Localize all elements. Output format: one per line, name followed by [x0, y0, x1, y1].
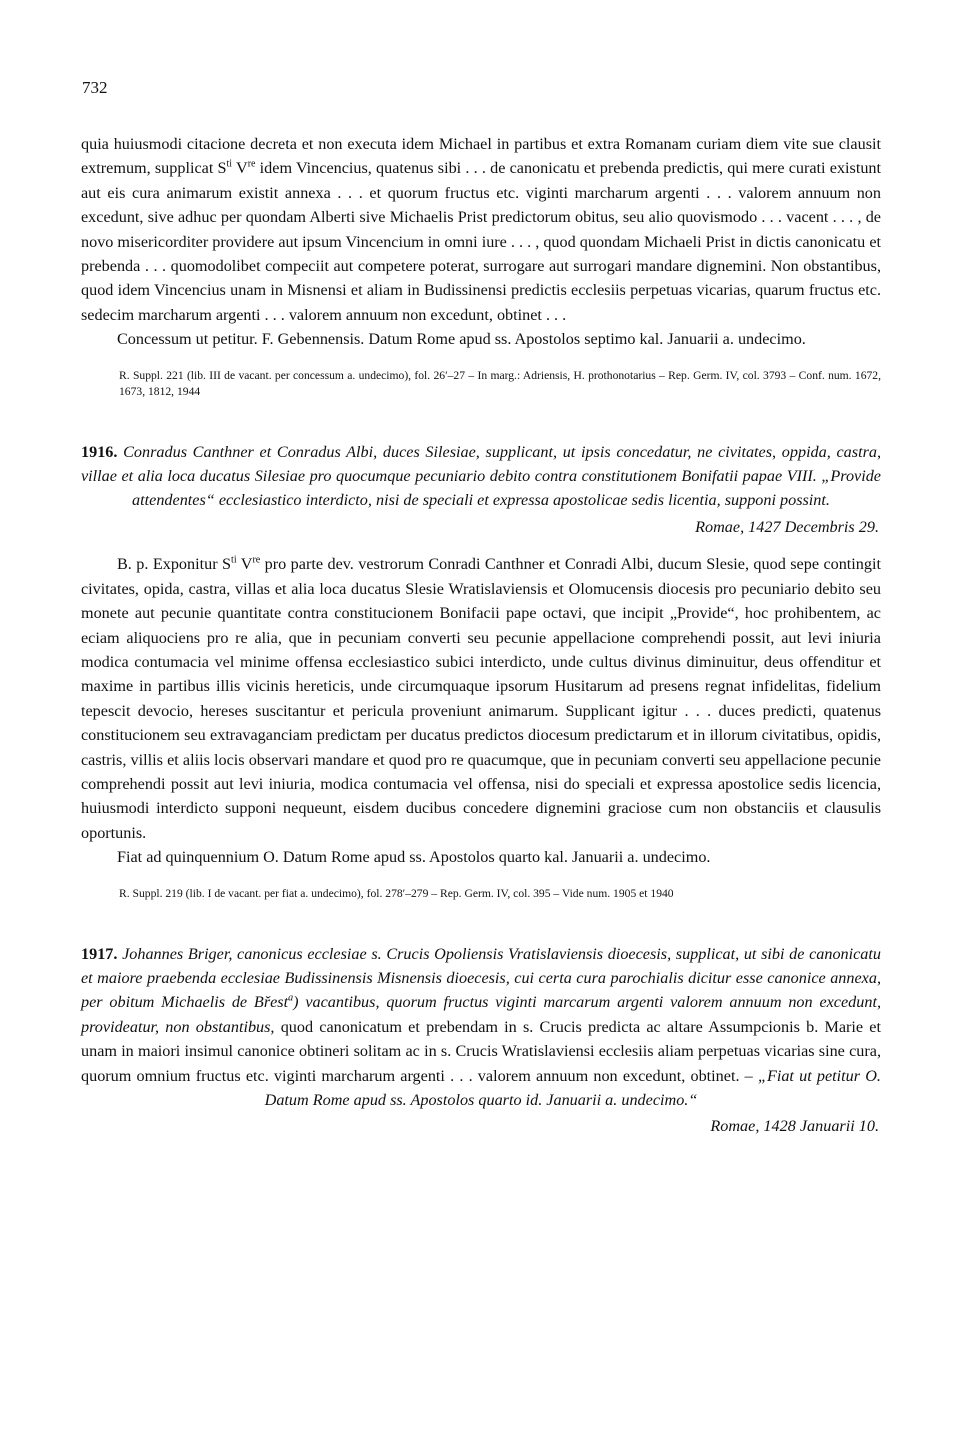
text-run: B. p. Exponitur S	[117, 555, 232, 574]
document-1917	[81, 942, 881, 1139]
document-1916	[81, 440, 881, 902]
footnote-marker: a	[288, 992, 294, 1004]
continuation-paragraph	[81, 132, 881, 327]
superscript: ti	[231, 554, 237, 566]
document-number: 1917.	[81, 944, 118, 963]
document-closing: Fiat ad quinquennium O. Datum Rome apud ss. Apostolos quarto kal. Januarii a. undecimo.	[117, 848, 711, 867]
document-date: Romae, 1428 Januarii 10.	[710, 1117, 879, 1136]
summary-text: ) vacantibus, quorum fructus viginti marcarum argenti valorem annuum non excedunt, provideatur, non obstantibus,	[81, 993, 882, 1036]
text-run: idem Vincencius, quatenus sibi . . . de canonicatu et prebenda predictis, qui mere curati existunt aut eis cura animarum existit annexa . . . et quorum fructus etc. viginti marcharum argenti . . . valorem annuum non excedunt, sive adhuc per quondam Alberti sive Michaelis Prist predictorum obitus, seu alio quovismodo . . . vacent . . . , de novo misericorditer providere aut ipsum Vincencium in omni iure . . . , quod quondam Michaeli Prist in dictis canonicatu et prebenda . . . quomodolibet compeciit aut competere poterat, surrogare aut surrogari mandare dignemini. Non obstantibus, quod idem Vincencius unam in Misnensi et aliam in Budissinensi predictis ecclesiis perpetuas vicarias, quarum fructus etc. sedecim marcharum argenti . . . valorem annuum non excedunt, obtinet . . .	[81, 159, 882, 324]
document-summary	[81, 440, 881, 513]
text-run: V	[232, 159, 248, 178]
document-body	[81, 552, 881, 845]
text-run: pro parte dev. vestrorum Conradi Canthner et Conradi Albi, ducum Slesie, quod sepe contingit civitates, opida, castra, villas et alia loca ducatus Slesie Wratislaviensis et Olomucensis diocesis pro pecuniario debito seu monete aut pecunie quantitate contra constitucionem Bonifacii pape octavi, que incipit „Provide“, hoc prohibentem, ac eciam aliquociens pro re alia, que in pecuniam converti seu pecunie appellacione comprehendi possit, aut levi iniuria modica contumacia vel minime offensa ecclesiastico subici interdicto, unde cultus divinus diminuitur, deus offenditur et maxime in partibus illis vicinis hereticis, unde circumquaque ipsorum Husitarum ad presens regnat infidelitas, fidelium tepescit devocio, hereses suscitantur et pericula proveniunt animarum. Supplicant igitur . . . duces predicti, quatenus constitucionem seu extravaganciam predictam per ducatus predictos diocesum predictarum et in illorum civitatibus, opidis, castris, villis et aliis locis observari mandare et quod pro re quacumque, que in pecuniam converti seu appellacione pecunie comprehendi possit aut levi iniuria, modica contumacia vel offensa, nisi do speciali et expressa apostolice sedis licencia, huiusmodi interdicto supponi nequeunt, eisdem ducibus concedere dignemini graciose cum non obstanciis et clausulis oportunis.	[81, 555, 881, 842]
superscript: ti	[226, 159, 233, 171]
document-summary	[81, 942, 881, 1113]
text-run: quia huiusmodi citacione decreta et non executa idem Michael in partibus et extra Romanam curiam diem vite sue clausit extremum, supplicat S	[81, 135, 881, 178]
summary-text: Johannes Briger, canonicus ecclesiae s. Crucis Opoliensis Vratislaviensis dioecesis, supplicat, ut sibi de canonicatu et maiore praebenda ecclesiae Budissinensis Misnensis dioecesis, cui certa cura parochialis dicitur esse canonice annexa, per obitum Michaelis de Břest	[81, 944, 881, 1012]
source-reference: R. Suppl. 221 (lib. III de vacant. per concessum a. undecimo), fol. 26′–27 – In marg.: Adriensis, H. prothonotarius – Rep. Germ. IV, col. 3793 – Conf. num. 1672, 1673, 1812, 1944	[119, 368, 881, 398]
document-number: 1916.	[81, 442, 118, 461]
concession-paragraph: Concessum ut petitur. F. Gebennensis. Datum Rome apud ss. Apostolos septimo kal. Januarii a. undecimo.	[117, 330, 806, 349]
summary-text: quod canonicatum et prebendam in s. Crucis predicta ac altare Assumpcionis b. Marie et unam in maiori insimul canonice obtineri solitam ac in s. Crucis Wratislaviensi ecclesiis aliam perpetuas vicarias sine cura, quorum omnium fructus etc. viginti marcharum argenti . . . valorem annuum non excedunt, obtinet. –	[81, 1017, 881, 1085]
superscript: re	[247, 159, 256, 171]
summary-text: Conradus Canthner et Conradus Albi, duces Silesiae, supplicant, ut ipsis concedatur, ne civitates, oppida, castra, villae et alia loca ducatus Silesiae pro quocumque pecuniario debito contra constitutionem Bonifatii papae VIII. „Provide attendentes“ ecclesiastico interdicto, nisi de speciali et expressa apostolicae sedis licentia, supponi possint.	[81, 442, 882, 510]
document-date: Romae, 1427 Decembris 29.	[695, 517, 879, 536]
superscript: re	[252, 554, 261, 566]
document-heading	[81, 440, 881, 513]
page-content	[81, 132, 881, 1139]
source-reference: R. Suppl. 219 (lib. I de vacant. per fiat a. undecimo), fol. 278′–279 – Rep. Germ. IV, col. 395 – Vide num. 1905 et 1940	[119, 886, 674, 900]
text-run: V	[236, 555, 253, 574]
page-number: 732	[82, 78, 108, 97]
section-continuation	[81, 132, 881, 400]
summary-quote: „Fiat ut petitur O. Datum Rome apud ss. Apostolos quarto id. Januarii a. undecimo.“	[264, 1066, 881, 1109]
